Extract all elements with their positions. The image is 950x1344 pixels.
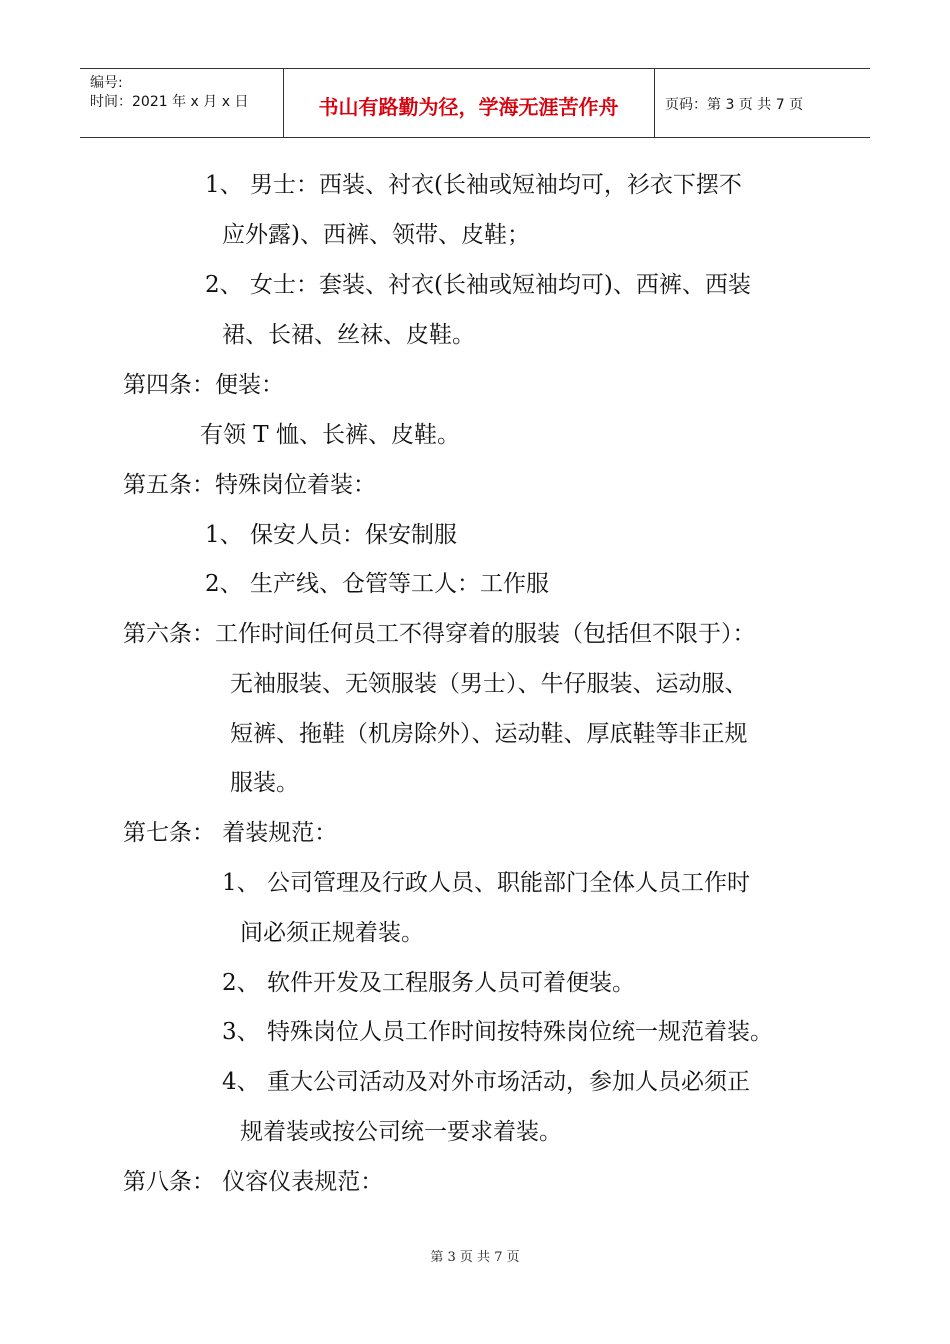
body-line-18: 3、 特殊岗位人员工作时间按特殊岗位统一规范着装。 [222, 1019, 773, 1045]
body-line-19: 4、 重大公司活动及对外市场活动，参加人员必须正 [222, 1069, 750, 1095]
body-line-9: 2、 生产线、仓管等工人：工作服 [205, 571, 549, 597]
body-line-11: 无袖服装、无领服装（男士）、牛仔服装、运动服、 [230, 671, 748, 697]
body-line-13: 服装。 [230, 770, 299, 796]
document-date-label: 时间：2021 年 x 月 x 日 [90, 94, 249, 110]
body-line-4: 裙、长裙、丝袜、皮鞋。 [222, 322, 475, 348]
body-line-6: 有领 T 恤、长裤、皮鞋。 [200, 422, 460, 448]
section-heading-7: 第七条： 着装规范： [123, 820, 338, 846]
body-line-12: 短裤、拖鞋（机房除外）、运动鞋、厚底鞋等非正规 [230, 721, 748, 747]
header-middle-cell [283, 69, 655, 137]
body-line-8: 1、 保安人员：保安制服 [205, 522, 457, 548]
body-line-17: 2、 软件开发及工程服务人员可着便装。 [222, 970, 635, 996]
body-line-2: 应外露)、西裤、领带、皮鞋； [222, 222, 530, 248]
section-heading-4: 第四条：便装： [123, 372, 284, 398]
page-header [80, 68, 870, 138]
page-footer: 第 3 页 共 7 页 [430, 1250, 520, 1265]
header-motto: 书山有路勤为径，学海无涯苦作舟 [318, 95, 619, 119]
section-heading-5: 第五条：特殊岗位着装： [123, 472, 376, 498]
header-page-info: 页码：第 3 页 共 7 页 [665, 97, 804, 113]
section-heading-8: 第八条： 仪容仪表规范： [123, 1169, 384, 1195]
body-line-3: 2、 女士：套装、衬衣(长袖或短袖均可)、西裤、西装 [205, 272, 751, 298]
body-line-1: 1、 男士：西装、衬衣(长袖或短袖均可，衫衣下摆不 [205, 172, 742, 198]
body-line-20: 规着装或按公司统一要求着装。 [240, 1119, 562, 1145]
body-line-16: 间必须正规着装。 [240, 920, 424, 946]
header-left-cell [80, 69, 284, 137]
document-number-label: 编号: [90, 75, 123, 91]
body-line-15: 1、 公司管理及行政人员、职能部门全体人员工作时 [222, 870, 750, 896]
section-heading-6: 第六条：工作时间任何员工不得穿着的服装（包括但不限于）： [123, 621, 756, 647]
header-right-cell [655, 69, 870, 137]
